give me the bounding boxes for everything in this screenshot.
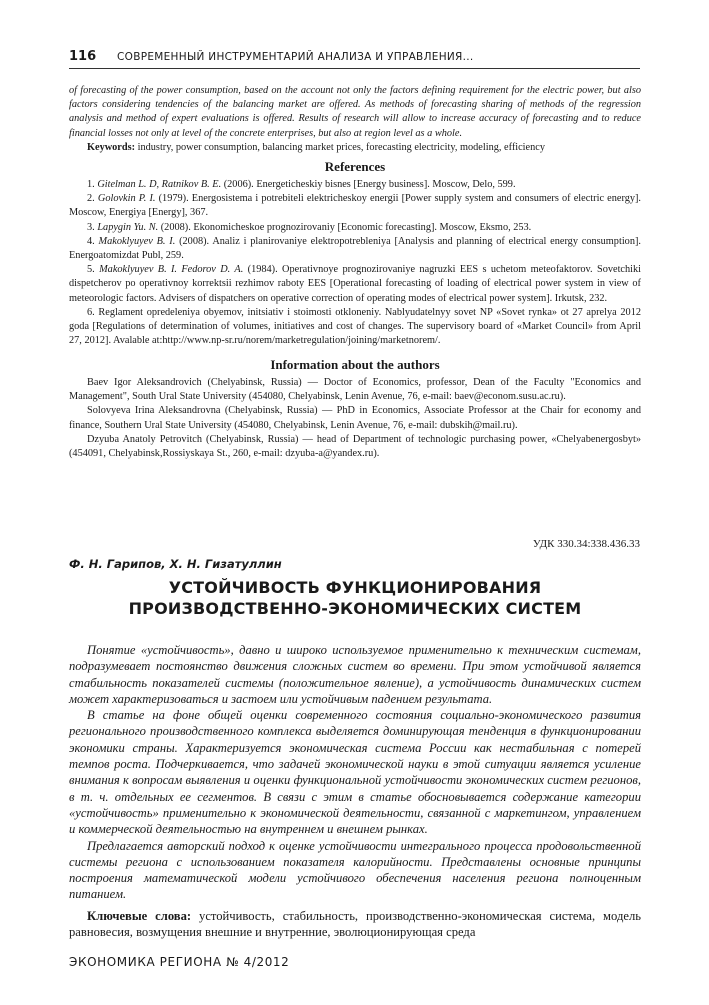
article-title-line: УСТОЙЧИВОСТЬ ФУНКЦИОНИРОВАНИЯ <box>168 578 542 597</box>
keywords-text: устойчивость, стабильность, производственно-экономическая система, модель равновесия, возмущения внешние и внутренние, эволюционирующая среда <box>69 909 641 940</box>
references-list <box>69 178 641 348</box>
russian-keywords <box>69 908 641 941</box>
english-abstract <box>69 84 641 155</box>
article-title <box>69 577 641 619</box>
author-item: Dzyuba Anatoly Petrovitch (Chelyabinsk, Russia) — head of Department of technologic purchasing power, «Chelyabenergosbyt» (454091, Chelyabinsk,Rossiyskaya St., 260, e-mail: dzyuba-a@yandex.ru). <box>69 433 641 460</box>
reference-item: 5. Makoklyuyev B. I. Fedorov D. A. (1984). Operativnoye prognozirovaniye nagruzki EES s uchetom meteofaktorov. Sovetchiki dispetcherov po operativnoy korrektsii rezhimov raboty EES [Operational forecasting of loading of electrical power system in view of meteorologic factors. Advisers of dispatchers on operative correction of operating modes of electrical power system]. Irkutsk, 232. <box>69 264 642 304</box>
keywords-line <box>69 141 641 155</box>
keywords-line <box>69 908 641 941</box>
abstract-text: of forecasting of the power consumption, based on the account not only the factors defining requirement for the electric power, but also factors considering tendencies of the balancing market are offered. As methods of forecasting sharing of methods of the regression analysis and method of expert evaluations is offered. Results of research will allow to increase accuracy of forecasting and to reduce financial losses not only at level of the concrete enterprises, but also at region level as a whole. <box>69 85 641 139</box>
russian-abstract <box>69 642 641 903</box>
running-title: СОВРЕМЕННЫЙ ИНСТРУМЕНТАРИЙ АНАЛИЗА И УПРАВЛЕНИЯ... <box>117 51 474 63</box>
reference-item: 6. Reglament opredeleniya obyemov, initsiativ i stoimosti otkloneniy. Nablyudatelnyy sovet NP «Sovet rynka» ot 27 aprelya 2012 goda [Regulations of determination of volumes, initiatives and cost of changes. The supervisory board of «Market Council» from April 27, 2012]. Avalable at:http://www.np-sr.ru/norem/marketregulation/joining/marketnorem/. <box>69 306 641 347</box>
abstract-paragraph: В статье на фоне общей оценки современного состояния социально-экономического развития регионального производственного комплекса выделяется доминирующая тенденция в функционировании экономики страны. Характеризуется экономическая система России как нестабильная с потерей темпов роста. Подчеркивается, что задачей экономической науки в этой ситуации является усиление внимания к вопросам выявления и оценки функциональной устойчивости экономических систем регионов, в т. ч. отдельных ее сегментов. В связи с этим в статье обосновывается содержание категории «устойчивость» применительно к экономической деятельности, связанной с маркетингом, управлением и коммерческой деятельностью на внутреннем и внешнем рынках. <box>69 708 641 837</box>
keywords-text: industry, power consumption, balancing market prices, forecasting electricity, modeling, efficiency <box>137 141 545 153</box>
author-item: Baev Igor Aleksandrovich (Chelyabinsk, Russia) — Doctor of Economics, professor, Dean of the Faculty "Economics and Management", South Ural State University (454080, Chelyabinsk, Lenin Avenue, 76, e-mail: baev@econom.susu.ac.ru). <box>69 377 641 403</box>
author-item: Solovyeva Irina Aleksandrovna (Chelyabinsk, Russia) — PhD in Economics, Associate Professor at the Chair for economy and finance, Southern Ural State University (454080, Chelyabinsk, Lenin Avenue, 76, e-mail: dubskih@mail.ru). <box>69 405 641 431</box>
authors-list <box>69 376 641 461</box>
keywords-label: Ключевые слова: <box>87 909 192 923</box>
references-heading: References <box>324 159 386 174</box>
authors-heading: Information about the authors <box>270 357 440 372</box>
udc-code: УДК 330.34:338.436.33 <box>532 538 640 550</box>
page-header <box>69 46 640 69</box>
article-authors: Ф. Н. Гарипов, Х. Н. Гизатуллин <box>69 557 282 571</box>
abstract-paragraph: Понятие «устойчивость», давно и широко используемое применительно к техническим системам, подразумевает постоянство движения сложных систем во времени. При этом устойчивой является стабильность показателей системы (положительное явление), а устойчивость динамических систем может характеризоваться и застоем или устойчивым падением результата. <box>69 643 641 706</box>
abstract-paragraph: Предлагается авторский подход к оценке устойчивости интегрального процесса продовольственной системы региона с использованием показателя калорийности. Представлены основные принципы построения математической модели устойчивого обеспечения населения региона полноценным питанием. <box>69 838 641 902</box>
reference-item: 1. Gitelman L. D, Ratnikov B. E. (2006). Energeticheskiy bisnes [Energy business]. Moscow, Delo, 599. <box>87 179 516 190</box>
reference-item: 4. Makoklyuyev B. I. (2008). Analiz i planirovaniye elektropotrebleniya [Analysis and planning of electrical energy consumption]. Energoatomizdat Publ, 259. <box>69 235 641 262</box>
article-title-line: ПРОИЗВОДСТВЕННО-ЭКОНОМИЧЕСКИХ СИСТЕМ <box>128 599 582 618</box>
page-number: 116 <box>69 49 97 64</box>
journal-footer: ЭКОНОМИКА РЕГИОНА № 4/2012 <box>69 955 290 969</box>
reference-item: 3. Lapygin Yu. N. (2008). Ekonomicheskoe prognozirovaniy [Economic forecasting]. Moscow, Eksmo, 253. <box>87 221 532 233</box>
keywords-label: Keywords: <box>87 141 136 153</box>
reference-item: 2. Golovkin P. I. (1979). Energosistema i potrebiteli elektricheskoy energii [Power supply system and consumers of electric energy]. Moscow, Energiya [Energy], 367. <box>69 193 642 219</box>
